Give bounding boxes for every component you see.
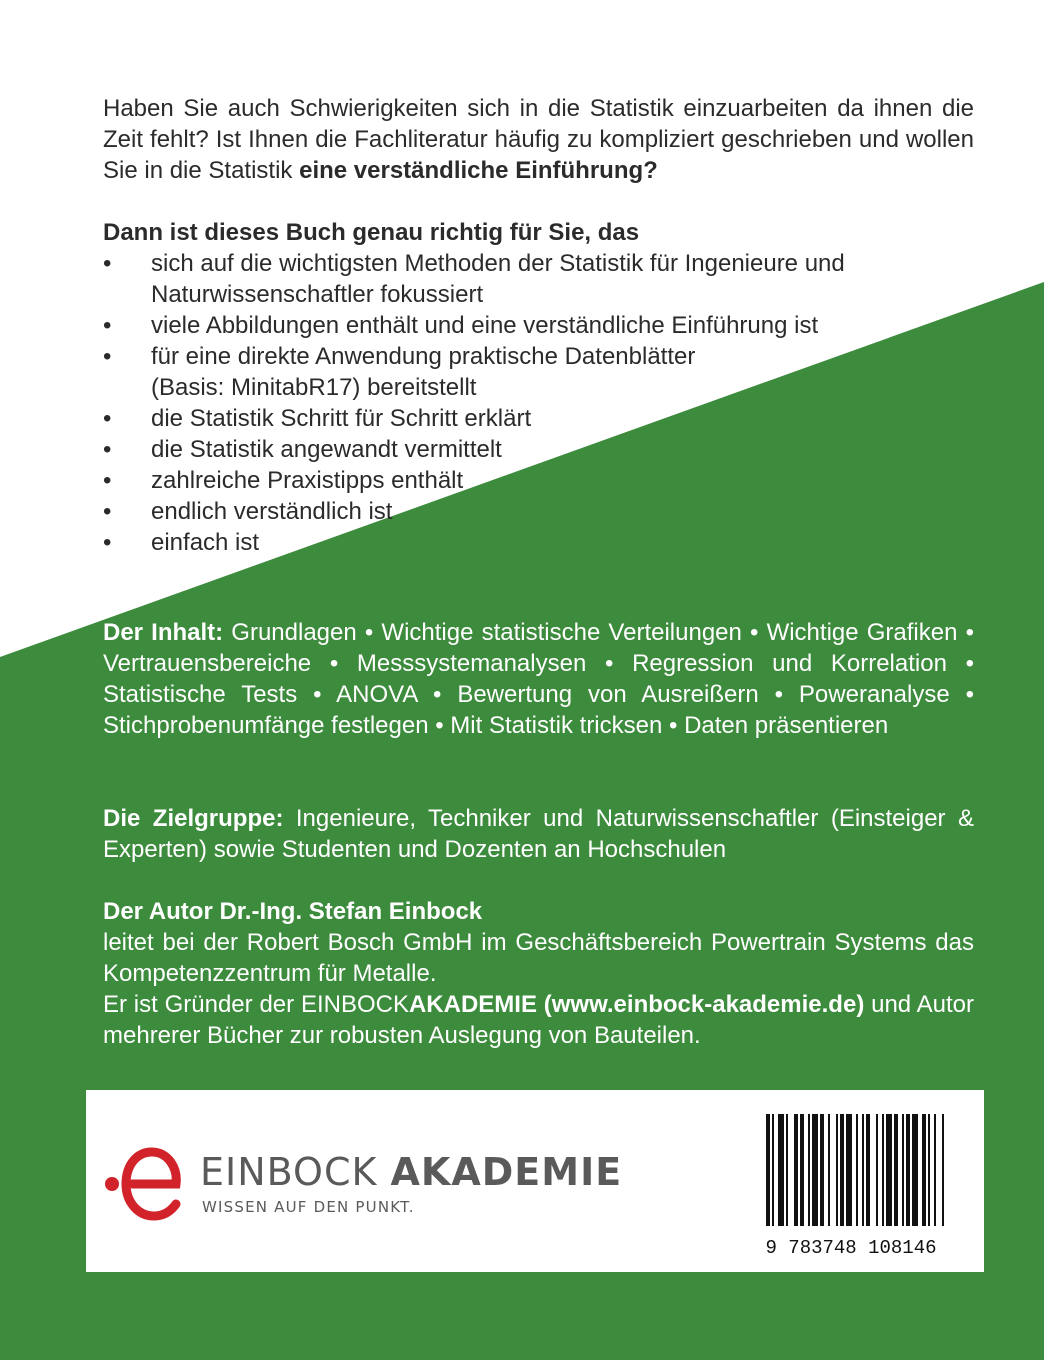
list-item: • zahlreiche Praxistipps enthält (103, 465, 974, 496)
author-bio: leitet bei der Robert Bosch GmbH im Geschäftsbereich Powertrain Systems das Kompetenzzentrum für Metalle. (103, 929, 974, 987)
barcode-bar (862, 1114, 864, 1226)
barcode-bar (894, 1114, 898, 1226)
benefits-heading: Dann ist dieses Buch genau richtig für Sie, das (103, 219, 640, 246)
author-section (103, 896, 974, 1051)
barcode-bar (772, 1114, 774, 1226)
barcode-bar (836, 1114, 838, 1226)
barcode-bar (828, 1114, 830, 1226)
audience-label: Die Zielgruppe: (103, 805, 284, 832)
footer-panel (86, 1090, 984, 1272)
barcode-bar (866, 1114, 870, 1226)
benefits-list (103, 248, 974, 558)
isbn-number: 9 783748 108146 (765, 1237, 937, 1258)
barcode-bar (912, 1114, 918, 1226)
list-item: • viele Abbildungen enthält und eine verständliche Einführung ist (103, 310, 974, 341)
isbn-barcode (746, 1110, 956, 1258)
list-item: • für eine direkte Anwendung praktische Datenblätter (Basis: MinitabR17) bereitstellt (103, 341, 974, 403)
benefits-section (103, 217, 974, 558)
barcode-bar (876, 1114, 878, 1226)
barcode-bar (906, 1114, 910, 1226)
barcode-bar (786, 1114, 788, 1226)
author-founder (103, 989, 974, 1051)
barcode-bar (794, 1114, 798, 1226)
barcode-bar (922, 1114, 926, 1226)
barcode-bar (840, 1114, 844, 1226)
logo-tagline: WISSEN AUF DEN PUNKT. (202, 1198, 415, 1216)
contents-paragraph (103, 617, 995, 741)
barcode-bar (856, 1114, 858, 1226)
author-founder-post: und Autor mehrerer Bücher zur robusten Auslegung von Bauteilen. (103, 991, 974, 1049)
audience-text: Ingenieure, Techniker und Naturwissenschaftler (Einsteiger & Experten) sowie Studenten und Dozenten an Hochschulen (103, 805, 974, 863)
barcode-bar (886, 1114, 892, 1226)
barcode-bar (942, 1114, 944, 1226)
barcode-bars (766, 1114, 944, 1226)
audience-paragraph (103, 803, 974, 865)
intro-paragraph (103, 93, 974, 186)
list-item: • sich auf die wichtigsten Methoden der Statistik für Ingenieure und Naturwissenschaftler fokussiert (103, 248, 974, 310)
list-item: • einfach ist (103, 527, 974, 558)
contents-text: Grundlagen • Wichtige statistische Verteilungen • Wichtige Grafiken • Vertrauensbereiche • Messsystemanalysen • Regression und Korrelation • Statistische Tests • ANOVA • Bewertung von Ausreißern • Poweranalyse • Stichprobenumfänge festlegen • Mit Statistik tricksen • Daten präsentieren (103, 619, 995, 739)
barcode-bar (812, 1114, 818, 1226)
author-heading: Der Autor Dr.-Ing. Stefan Einbock (103, 898, 483, 925)
barcode-bar (846, 1114, 852, 1226)
barcode-bar (902, 1114, 904, 1226)
list-item: • die Statistik angewandt vermittelt (103, 434, 974, 465)
barcode-bar (882, 1114, 884, 1226)
list-item: • die Statistik Schritt für Schritt erklärt (103, 403, 974, 434)
barcode-bar (934, 1114, 936, 1226)
einbock-e-logo-icon (98, 1138, 190, 1230)
barcode-bar (766, 1114, 770, 1226)
barcode-bar (800, 1114, 804, 1226)
barcode-bar (928, 1114, 930, 1226)
barcode-bar (778, 1114, 784, 1226)
author-founder-pre: Er ist Gründer der EINBOCK (103, 991, 409, 1018)
intro-text-bold: eine verständliche Einführung? (299, 157, 658, 184)
logo-wordmark: EINBOCK AKADEMIE (200, 1150, 623, 1194)
intro-text: Haben Sie auch Schwierigkeiten sich in die Statistik einzuarbeiten da ihnen die Zeit fehlt? Ist Ihnen die Fachliteratur häufig zu kompliziert geschrieben und wollen Sie in die Statistik (103, 95, 974, 184)
list-item: • endlich verständlich ist (103, 496, 974, 527)
barcode-bar (820, 1114, 824, 1226)
author-founder-bold: AKADEMIE (www.einbock-akademie.de) (408, 991, 865, 1018)
contents-label: Der Inhalt: (103, 619, 224, 646)
barcode-bar (808, 1114, 810, 1226)
